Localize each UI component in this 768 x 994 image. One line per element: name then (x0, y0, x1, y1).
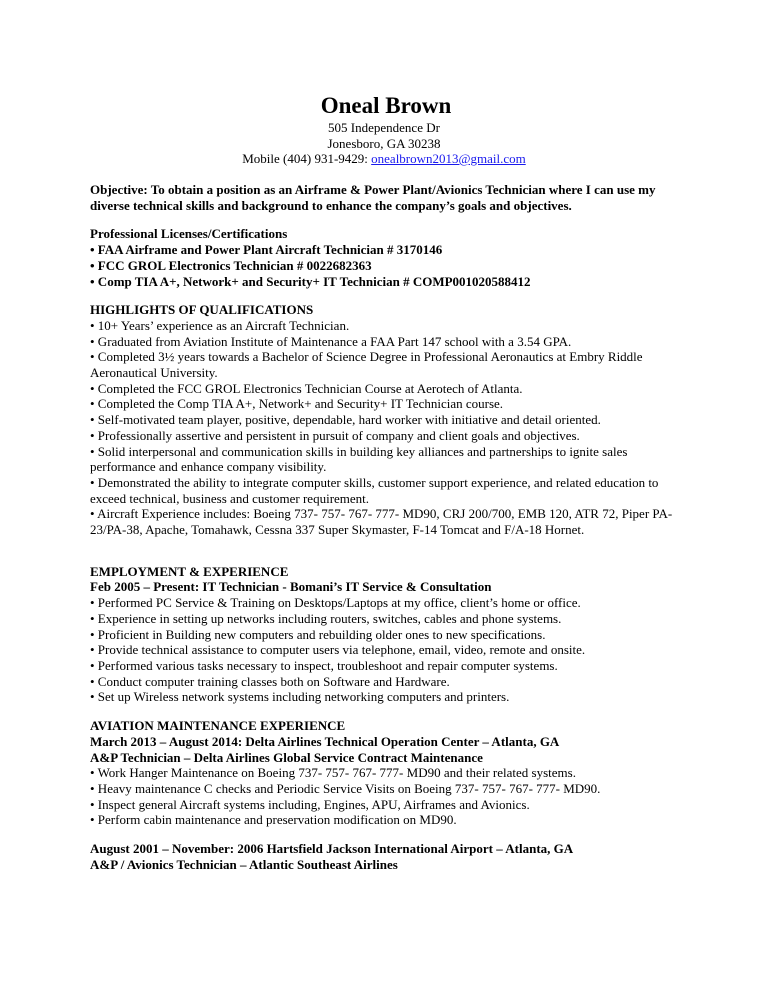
aviation-job1-title: A&P Technician – Delta Airlines Global Service Contract Maintenance (90, 749, 483, 765)
licenses-heading: Professional Licenses/Certifications (90, 226, 288, 242)
email-link[interactable]: onealbrown2013@gmail.com (371, 151, 526, 166)
employment-item: • Experience in setting up networks including routers, switches, cables and phone systems. (90, 610, 562, 626)
address-line-2: Jonesboro, GA 30238 (327, 135, 441, 151)
highlights-section (90, 302, 690, 538)
employment-item: • Conduct computer training classes both on Software and Hardware. (90, 673, 450, 689)
employment-item: • Set up Wireless network systems including networking computers and printers. (90, 689, 510, 705)
license-item: • FCC GROL Electronics Technician # 0022682363 (90, 257, 372, 273)
highlight-item: • Professionally assertive and persistent in pursuit of company and client goals and objectives. (90, 427, 580, 443)
highlights-heading: HIGHLIGHTS OF QUALIFICATIONS (90, 302, 314, 318)
highlight-item: • Demonstrated the ability to integrate computer skills, customer support experience, and related education to exceed technical, business and customer requirement. (90, 474, 659, 506)
contact-line (0, 151, 768, 167)
employment-job-title: Feb 2005 – Present: IT Technician - Bomani’s IT Service & Consultation (90, 579, 492, 595)
employment-item: • Proficient in Building new computers and rebuilding older ones to new specifications. (90, 626, 546, 642)
license-item: • FAA Airframe and Power Plant Aircraft Technician # 3170146 (90, 242, 443, 258)
aviation-job2-title: A&P / Avionics Technician – Atlantic Southeast Airlines (90, 856, 398, 872)
highlight-item: • Completed 3½ years towards a Bachelor of Science Degree in Professional Aeronautics at Embry Riddle Aeronautical University. (90, 349, 643, 381)
resume-body (90, 182, 690, 872)
applicant-name: Oneal Brown (320, 93, 452, 118)
highlight-item: • Completed the Comp TIA A+, Network+ and Security+ IT Technician course. (90, 396, 504, 412)
employment-heading: EMPLOYMENT & EXPERIENCE (90, 563, 289, 579)
aviation-section (90, 718, 690, 872)
resume-header (0, 92, 768, 167)
aviation-item: • Inspect general Aircraft systems including, Engines, APU, Airframes and Avionics. (90, 796, 530, 812)
highlight-item: • Completed the FCC GROL Electronics Technician Course at Aerotech of Atlanta. (90, 380, 523, 396)
highlight-item: • Aircraft Experience includes: Boeing 737- 757- 767- 777- MD90, CRJ 200/700, EMB 120, ATR 72, Piper PA-23/PA-38, Apache, Tomahawk, Cessna 337 Super Skymaster, F-14 Tomcat and F/A-18 Hornet. (90, 506, 673, 538)
highlight-item: • Self-motivated team player, positive, dependable, hard worker with initiative and detail oriented. (90, 412, 601, 428)
employment-item: • Performed various tasks necessary to inspect, troubleshoot and repair computer systems. (90, 657, 558, 673)
license-item: • Comp TIA A+, Network+ and Security+ IT Technician # COMP001020588412 (90, 273, 531, 289)
highlight-item: • Graduated from Aviation Institute of Maintenance a FAA Part 147 school with a 3.54 GPA. (90, 333, 572, 349)
aviation-heading: AVIATION MAINTENANCE EXPERIENCE (90, 718, 346, 734)
aviation-job1-dates: March 2013 – August 2014: Delta Airlines Technical Operation Center – Atlanta, GA (90, 733, 560, 749)
highlight-item: • 10+ Years’ experience as an Aircraft Technician. (90, 317, 350, 333)
address-line-1: 505 Independence Dr (328, 120, 440, 135)
employment-item: • Performed PC Service & Training on Desktops/Laptops at my office, client’s home or office. (90, 595, 581, 611)
aviation-job2-dates: August 2001 – November: 2006 Hartsfield Jackson International Airport – Atlanta, GA (90, 841, 574, 857)
employment-section (90, 564, 690, 705)
mobile-number: Mobile (404) 931-9429: (242, 151, 372, 166)
aviation-item: • Work Hanger Maintenance on Boeing 737- 757- 767- 777- MD90 and their related systems. (90, 765, 576, 781)
aviation-item: • Heavy maintenance C checks and Periodic Service Visits on Boeing 737- 757- 767- 777- MD90. (90, 780, 601, 796)
highlight-item: • Solid interpersonal and communication skills in building key alliances and partnerships to ignite sales performance and enhance company visibility. (90, 443, 628, 475)
objective: Objective: To obtain a position as an Airframe & Power Plant/Avionics Technician where I can use my diverse technical skills and background to enhance the company’s goals and objectives. (90, 182, 656, 213)
aviation-item: • Perform cabin maintenance and preservation modification on MD90. (90, 812, 457, 828)
licenses-section (90, 226, 690, 289)
employment-item: • Provide technical assistance to computer users via telephone, email, video, remote and onsite. (90, 642, 586, 658)
